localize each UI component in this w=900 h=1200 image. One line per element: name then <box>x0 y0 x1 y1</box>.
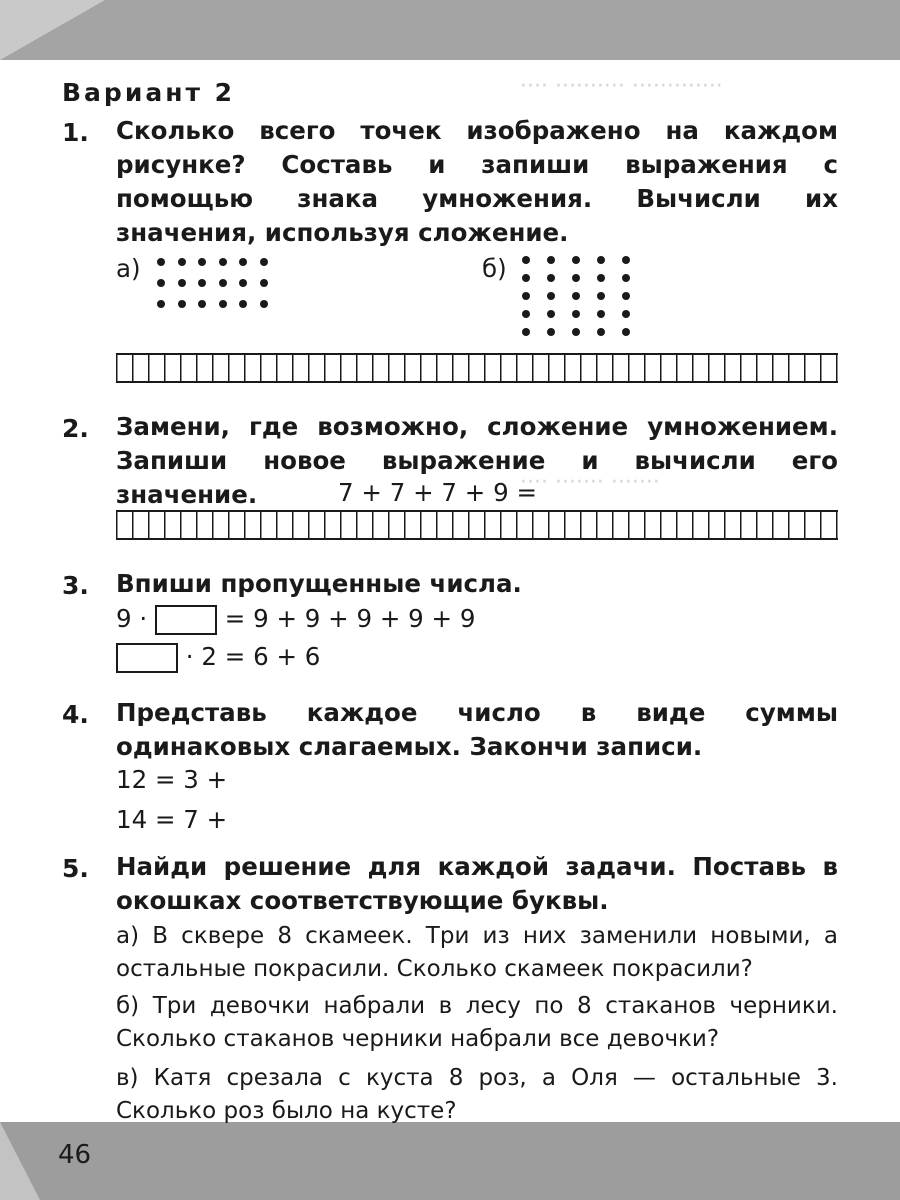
task-5-problem-a: а) В сквере 8 скамеек. Три из них заменили новыми, а остальные покрасили. Сколько скамеек покрасили? <box>116 923 838 982</box>
task-4-line-1[interactable]: 12 = 3 + <box>116 765 228 794</box>
dot <box>547 310 555 318</box>
dot <box>522 256 530 264</box>
dot <box>198 300 206 308</box>
task-2-expression: 7 + 7 + 7 + 9 = <box>338 478 537 507</box>
dot <box>239 258 247 266</box>
task-4-number: 4. <box>62 700 89 729</box>
dot <box>157 300 165 308</box>
dot <box>260 258 268 266</box>
dot <box>547 274 555 282</box>
dot <box>239 279 247 287</box>
dot <box>597 274 605 282</box>
page-number: 46 <box>58 1140 92 1170</box>
dot <box>178 258 186 266</box>
dot <box>178 279 186 287</box>
task-1-number: 1. <box>62 118 89 147</box>
dot <box>622 310 630 318</box>
dot <box>572 274 580 282</box>
dot <box>219 300 227 308</box>
answer-strip-2[interactable] <box>116 510 838 540</box>
task-3-line-2-right: · 2 = 6 + 6 <box>185 642 321 671</box>
task-4-text: Представь каждое число в виде суммы одинаковых слагаемых. Закончи записи. <box>116 698 838 761</box>
answer-strip-1[interactable] <box>116 353 838 383</box>
dot <box>597 256 605 264</box>
dot <box>157 279 165 287</box>
dot <box>622 292 630 300</box>
dot <box>547 256 555 264</box>
dot <box>239 300 247 308</box>
task-5-problem-c: в) Катя срезала с куста 8 роз, а Оля — остальные 3. Сколько роз было на кусте? <box>116 1065 838 1124</box>
task-3-line-1-left: 9 · <box>116 604 148 633</box>
dot <box>572 292 580 300</box>
dot <box>622 274 630 282</box>
bleed-through-text: ···· ·········· ············· <box>520 74 723 99</box>
task-2-number: 2. <box>62 414 89 443</box>
dot <box>522 274 530 282</box>
dot <box>260 300 268 308</box>
task-3-text: Впиши пропущенные числа. <box>116 569 522 598</box>
dot <box>219 258 227 266</box>
task-3-line-1 <box>116 604 475 635</box>
task-1-label-a: а) <box>116 254 141 283</box>
dot <box>219 279 227 287</box>
dot <box>547 328 555 336</box>
bleed-through-text: ···· ······· ······· <box>520 470 660 495</box>
dot <box>597 310 605 318</box>
dot <box>572 256 580 264</box>
dot <box>572 328 580 336</box>
dot <box>178 300 186 308</box>
dot <box>198 279 206 287</box>
task-5-number: 5. <box>62 854 89 883</box>
dot <box>522 310 530 318</box>
task-5-text: Найди решение для каждой задачи. Поставь в окошках соответствующие буквы. <box>116 852 838 915</box>
task-5-problem-b: б) Три девочки набрали в лесу по 8 стаканов черники. Сколько стаканов черники набрали все девочки? <box>116 993 838 1052</box>
dot <box>622 256 630 264</box>
answer-box-3a[interactable] <box>155 605 217 635</box>
dot <box>260 279 268 287</box>
task-3-number: 3. <box>62 571 89 600</box>
dot <box>547 292 555 300</box>
dot <box>157 258 165 266</box>
task-2-text: Замени, где возможно, сложение умножением. Запиши новое выражение и вычисли его значение. <box>116 412 838 509</box>
task-1-label-b: б) <box>482 254 507 283</box>
task-1-text: Сколько всего точек изображено на каждом рисунке? Составь и запиши выражения с помощью знака умножения. Вычисли их значения, используя сложение. <box>116 116 838 247</box>
task-3-line-1-right: = 9 + 9 + 9 + 9 + 9 <box>224 604 476 633</box>
dot-grid-a <box>157 258 268 308</box>
task-4-line-2[interactable]: 14 = 7 + <box>116 805 228 834</box>
dot <box>198 258 206 266</box>
dot-grid-b <box>522 256 630 336</box>
dot <box>597 292 605 300</box>
variant-title: Вариант 2 <box>62 78 236 107</box>
page-header-band <box>0 0 900 60</box>
dot <box>522 328 530 336</box>
page-footer-band <box>0 1122 900 1200</box>
dot <box>522 292 530 300</box>
answer-box-3b[interactable] <box>116 643 178 673</box>
dot <box>597 328 605 336</box>
dot <box>572 310 580 318</box>
task-3-line-2 <box>116 642 320 673</box>
dot <box>622 328 630 336</box>
